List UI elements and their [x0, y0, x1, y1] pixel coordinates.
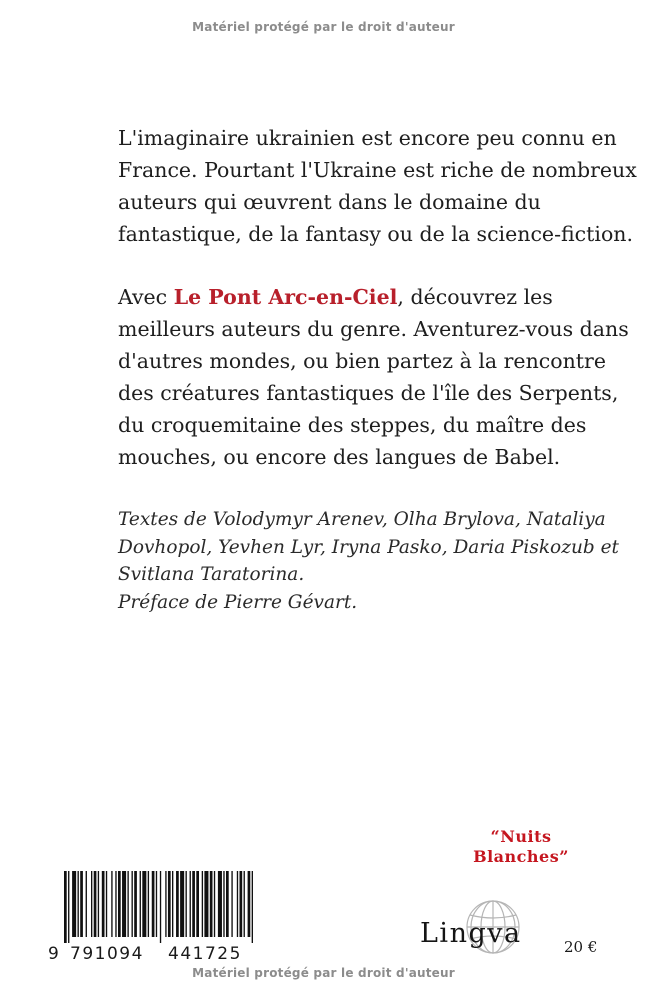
blurb-line: L'imaginaire ukrainien est encore peu connu en [118, 126, 617, 150]
collection-title: Le Pont Arc-en-Ciel [173, 285, 398, 309]
credits-line: Dovhopol, Yevhen Lyr, Iryna Pasko, Daria Piskozub et [118, 536, 619, 558]
blurb-line: mouches, ou encore des langues de Babel. [118, 445, 561, 469]
blurb-paragraph-1 [118, 122, 637, 250]
series-name-line-2: Blanches” [473, 847, 569, 866]
series-name-line-1: “Nuits [490, 827, 552, 846]
blurb-line: France. Pourtant l'Ukraine est riche de nombreux [118, 158, 637, 182]
isbn-group-left: 791094 [70, 944, 144, 964]
series-name [446, 827, 596, 867]
credits-line: Textes de Volodymyr Arenev, Olha Brylova, Nataliya [118, 509, 606, 530]
credits-line: Svitlana Taratorina. [118, 564, 305, 585]
isbn-prefix: 9 [48, 944, 61, 964]
blurb-lead: Avec [118, 285, 174, 309]
blurb-line: d'autres mondes, ou bien partez à la rencontre [118, 349, 606, 373]
copyright-watermark-bottom: Matériel protégé par le droit d'auteur [192, 966, 455, 980]
publisher-name: Lingva [420, 918, 522, 949]
price-label: 20 € [564, 938, 598, 956]
copyright-watermark-top: Matériel protégé par le droit d'auteur [192, 20, 455, 34]
credits-paragraph [118, 506, 628, 616]
preface-credit: Préface de Pierre Gévart. [118, 591, 358, 613]
blurb-tail: , découvrez les [397, 285, 553, 309]
isbn-group-right: 441725 [168, 944, 242, 964]
blurb-paragraph-2 [118, 281, 629, 473]
blurb-line: fantastique, de la fantasy ou de la science-fiction. [118, 222, 634, 246]
publisher-logo [412, 898, 562, 958]
blurb-line: auteurs qui œuvrent dans le domaine du [118, 190, 541, 214]
blurb-line [118, 281, 618, 313]
blurb-line: des créatures fantastiques de l'île des Serpents, [118, 381, 619, 405]
barcode-icon [60, 871, 260, 943]
blurb-line: du croquemitaine des steppes, du maître des [118, 413, 587, 437]
blurb-line: meilleurs auteurs du genre. Aventurez-vous dans [118, 317, 629, 341]
isbn-number [48, 944, 278, 964]
